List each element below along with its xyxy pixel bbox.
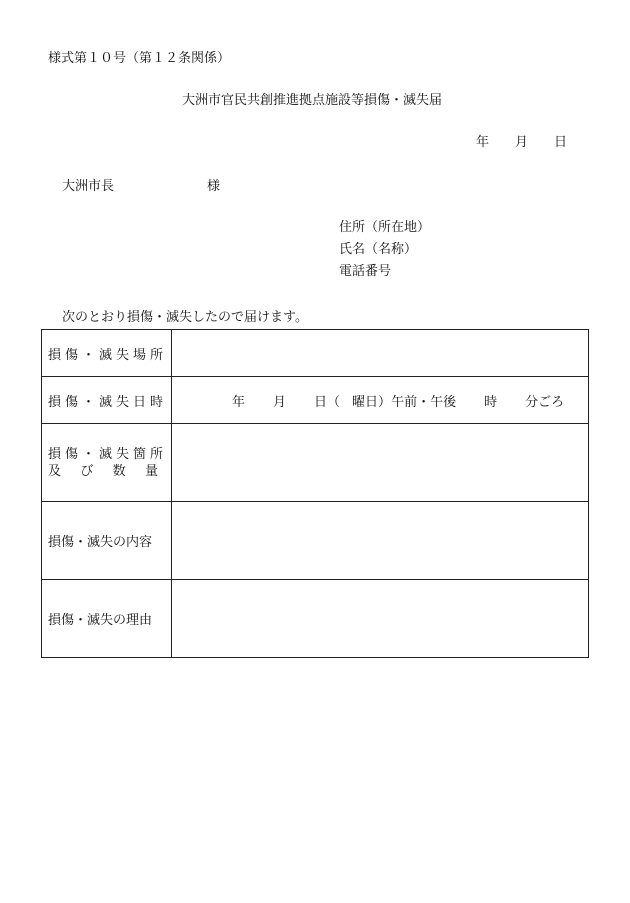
date-month-label: 月 [515, 135, 529, 150]
table-row-items [42, 424, 589, 502]
items-label-char: び [80, 463, 94, 479]
dt-month-label: 月 [273, 394, 287, 410]
dt-day-label: 日（ [314, 394, 341, 410]
dt-minute-label: 分ごろ [525, 394, 565, 410]
applicant-name-label: 氏名（名称） [339, 242, 418, 257]
dt-hour-label: 時 [484, 394, 498, 410]
content-label-cell [42, 502, 172, 580]
items-label-cell [42, 424, 172, 502]
items-label-char: 量 [144, 463, 158, 479]
dt-year-label: 年 [232, 394, 246, 410]
applicant-address-label: 住所（所在地） [339, 220, 431, 235]
applicant-phone-label: 電話番号 [339, 264, 392, 279]
dt-weekday-label: 曜日） [352, 394, 392, 410]
items-label-char: 及 [48, 463, 62, 479]
report-table [41, 329, 589, 658]
document-title: 大洲市官民共創推進拠点施設等損傷・滅失届 [182, 93, 443, 108]
content-value-cell[interactable] [172, 502, 589, 580]
items-value-cell[interactable] [172, 424, 589, 502]
date-year-label: 年 [476, 135, 490, 150]
table-row-datetime [42, 377, 589, 424]
content-label: 損傷・滅失の内容 [48, 535, 153, 550]
table-row-content [42, 502, 589, 580]
form-number: 様式第１０号（第１２条関係） [48, 51, 231, 66]
items-label-line2 [48, 463, 158, 480]
location-label-cell [42, 330, 172, 377]
table-row-reason [42, 580, 589, 658]
reason-label: 損傷・滅失の理由 [48, 613, 153, 628]
dt-ampm-label: 午前・午後 [391, 394, 457, 410]
datetime-line [172, 391, 588, 410]
addressee-name: 大洲市長 [62, 179, 115, 194]
addressee-suffix: 様 [207, 179, 221, 194]
submission-date [476, 136, 567, 149]
datetime-value-cell[interactable] [172, 377, 589, 424]
location-label: 損傷・滅失場所 [48, 347, 168, 363]
datetime-label-cell [42, 377, 172, 424]
intro-text: 次のとおり損傷・滅失したので届けます。 [62, 310, 308, 325]
table-row-location [42, 330, 589, 377]
items-label-line1: 損傷・滅失箇所 [48, 446, 168, 462]
items-label-char: 数 [112, 463, 126, 479]
reason-label-cell [42, 580, 172, 658]
date-day-label: 日 [554, 135, 568, 150]
datetime-label: 損傷・滅失日時 [48, 394, 168, 410]
location-value-cell[interactable] [172, 330, 589, 377]
reason-value-cell[interactable] [172, 580, 589, 658]
